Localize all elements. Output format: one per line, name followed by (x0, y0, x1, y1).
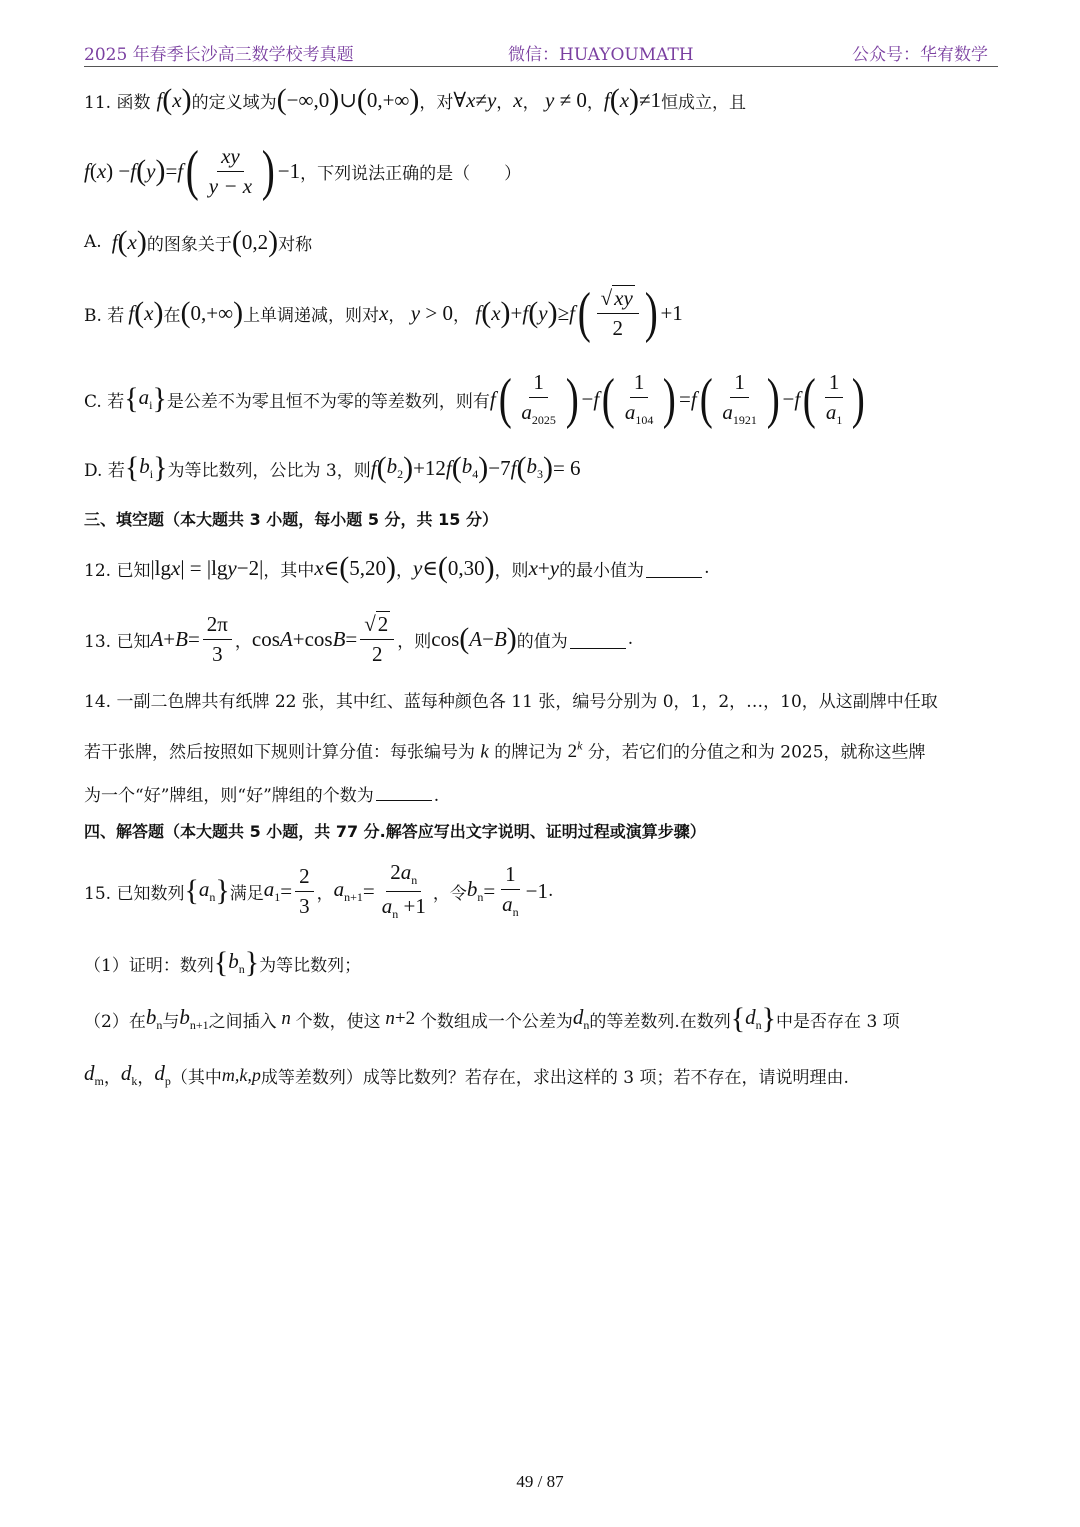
q11-option-a: A. f ( x ) 的图象关于 ( 0,2 ) 对称 (84, 225, 313, 258)
q12-text: ， (395, 560, 413, 581)
option-text: 在 (163, 305, 181, 326)
q11-text: ，对 (419, 92, 454, 113)
option-label: C. 若 (84, 391, 125, 412)
q15-text: 成等差数列）成等比数列？若存在，求出这样的 3 项；若不存在，请说明理由. (260, 1067, 849, 1088)
q13-text: ， (234, 631, 252, 652)
q14-text: 为一个“好”牌组，则“好”牌组的个数为 (84, 786, 374, 807)
q15-text: 个数，使这 (295, 1011, 381, 1032)
q15-part2: （2）在 $b_n$ 与 $b_{n+1}$ 之间插入 n 个数，使这 n +2 个数组成一个公差为 $d_n$ 的等差数列.在数列 { $d_n$ } 中是否存在 3 项 (84, 1002, 900, 1035)
q15-text: ， (103, 1067, 121, 1088)
q15-text: ， (316, 883, 334, 904)
q15-text: 与 (162, 1011, 180, 1032)
section-solutions: 四、解答题（本大题共 5 小题，共 77 分.解答应写出文字说明、证明过程或演算步骤） (84, 821, 706, 841)
option-label: B. 若 (84, 305, 125, 326)
q15-text: 个数组成一个公差为 (419, 1011, 573, 1032)
q11-text: 11. 函数 (84, 92, 151, 113)
q11-line2: f ( x ) − f ( y ) = f ( $\frac{xy}{y - x}$ ) −1 ，下列说法正确的是（ ） (84, 140, 522, 202)
q12-text: 12. 已知 (84, 560, 151, 581)
header-title: 2025 年春季长沙高三数学校考真题 (84, 45, 354, 65)
answer-blank[interactable] (646, 559, 702, 578)
q13-text: ，则 (397, 631, 432, 652)
q11-text: ，下列说法正确的是（ ） (300, 163, 522, 184)
q14-line3 (84, 774, 1000, 818)
q15: 15. 已知数列 { $a_n$ } 满足 $a_1$ = $\frac{2}{3}$ ， $a_{n+1}$ = $\frac{2a_n}{a_n +1}$ ，令 $b_n$ = $\frac{1}{a_n}$ −1 . (84, 860, 554, 921)
section-fill-in: 三、填空题（本大题共 3 小题，每小题 5 分，共 15 分） (84, 509, 498, 529)
page-header (84, 36, 998, 67)
q13-text: 13. 已知 (84, 631, 151, 652)
q12-text: ，则 (494, 560, 529, 581)
q15-part1: （1）证明：数列 { $b_n$ } 为等比数列； (84, 946, 362, 979)
q12: 12. 已知 |lg x | = |lg y −2| ，其中 x ∈ ( 5,20 ) ， y ∈ ( 0,30 ) ，则 x + y 的最小值为 . (84, 551, 710, 584)
q11-text: ， (496, 92, 514, 113)
q12-text: ，其中 (263, 560, 315, 581)
q12-text: . (704, 558, 710, 578)
answer-blank[interactable] (570, 630, 626, 649)
q12-text: 的最小值为 (559, 560, 645, 581)
q15-text: 的等差数列.在数列 (589, 1011, 731, 1032)
q15-text: 满足 (229, 883, 264, 904)
q11-line1: 11. 函数 f ( x ) 的定义域为 ( −∞,0 ) ∪ ( 0,+∞ ) ，对 ∀ x ≠ y ， x ， y ≠ 0 ， f ( x ) ≠1 恒成立，且 (84, 83, 747, 116)
answer-blank[interactable] (376, 782, 432, 801)
q13: 13. 已知 A + B = $\frac{2\pi}{3}$ ， cos A +cos B = $\frac{√2}{2}$ ，则 cos ( A − B ) 的值为 . (84, 611, 634, 666)
q13-text: . (627, 629, 634, 649)
q15-text: 之间插入 (208, 1011, 277, 1032)
q13-text: 的值为 (516, 631, 568, 652)
q15-text: （1）证明：数列 (84, 955, 214, 976)
option-label: A. (84, 232, 102, 252)
q11-text: ， (586, 92, 604, 113)
q14-line2: 若干张牌，然后按照如下规则计算分值：每张编号为 k 的牌记为 2$^k$ 分，若它们的分值之和为 2025，就称这些牌 (84, 739, 926, 763)
option-text: 上单调递减，则对 (243, 305, 380, 326)
q15-text: . (548, 881, 554, 901)
option-text: 为等比数列，公比为 3，则 (167, 460, 371, 481)
q15-text: ，令 (432, 883, 467, 904)
header-wechat: 微信：HUAYOUMATH (508, 45, 694, 65)
q15-text: 为等比数列； (259, 955, 362, 976)
q11-option-d: D. 若 { $b_i$ } 为等比数列，公比为 3，则 f ( $b_2$ ) +12 f ( $b_4$ ) −7 f ( $b_3$ ) = 6 (84, 451, 581, 484)
q15-text: （其中 (170, 1067, 222, 1088)
option-text: 的图象关于 (146, 234, 232, 255)
q15-text: ， (137, 1067, 155, 1088)
q14-line1: 14. 一副二色牌共有纸牌 22 张，其中红、蓝每种颜色各 11 张，编号分别为 0，1，2，…，10，从这副牌中任取 (84, 692, 938, 712)
header-account: 公众号：华宥数学 (852, 45, 988, 65)
q15-text: 中是否存在 3 项 (776, 1011, 900, 1032)
q14-text: 若干张牌，然后按照如下规则计算分值：每张编号为 (84, 742, 475, 763)
q11-option-c: C. 若 { $a_i$ } 是公差不为零且恒不为零的等差数列，则有 f ( $\frac{1}{a_{2025}}$ ) − f ( $\frac{1}{a_{104}}$ ) = f ( $\frac{1}{a_{1921}}$ ) − f ( $\frac{1}{a_1}$ ) (84, 368, 866, 430)
q11-text: 恒成立，且 (661, 92, 747, 113)
option-text: 是公差不为零且恒不为零的等差数列，则有 (166, 391, 490, 412)
q14-text: 的牌记为 (494, 742, 563, 763)
q15-text: 15. 已知数列 (84, 883, 185, 904)
page-number: 49 / 87 (516, 1472, 564, 1491)
q14-text: 分，若它们的分值之和为 2025，就称这些牌 (587, 742, 926, 763)
option-text: 对称 (278, 234, 313, 255)
q15-part2-cont: $d_m$ ， $d_k$ ， $d_p$ （其中 m,k,p 成等差数列）成等比数列？若存在，求出这样的 3 项；若不存在，请说明理由. (84, 1060, 849, 1089)
q11-text: 的定义域为 (191, 92, 277, 113)
q15-text: （2）在 (84, 1011, 146, 1032)
q14 (84, 680, 1000, 818)
q11-option-b: B. 若 f ( x ) 在 ( 0,+∞ ) 上单调递减，则对 x ， y > 0 ， f ( x ) + f ( y ) ≥ f ( $\frac{√xy}{2}$ ) +1 (84, 282, 683, 344)
q14-text: . (433, 786, 440, 807)
option-label: D. 若 (84, 460, 125, 481)
